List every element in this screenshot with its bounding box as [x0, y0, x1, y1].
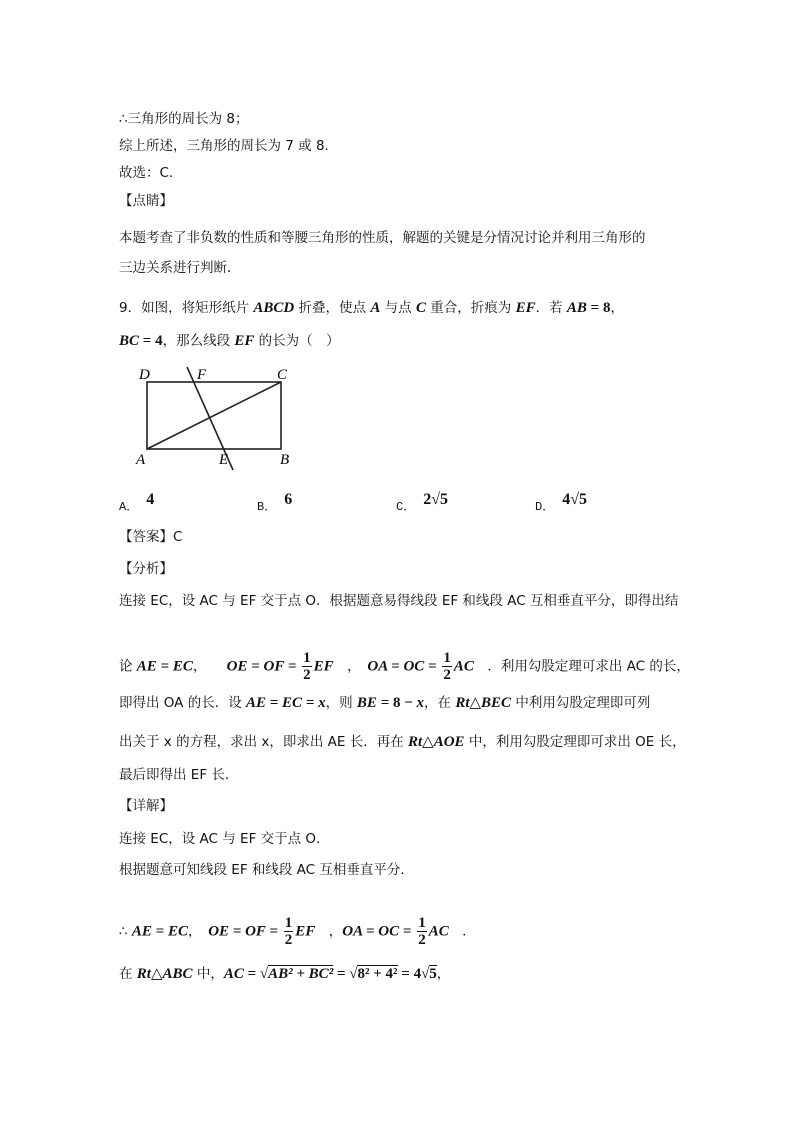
math-expression: 5 [429, 966, 437, 982]
fraction [302, 650, 312, 683]
text-run: 最后即得出 EF 长． [119, 767, 239, 783]
text-line [119, 860, 414, 880]
math-expression: OE = OF = [208, 923, 282, 940]
text-run: ，则 [325, 695, 357, 711]
text-run: 折叠，使点 [294, 300, 371, 316]
text-run: 与点 [380, 300, 416, 316]
label-f: F [197, 367, 207, 383]
text-run: 三边关系进行判断． [119, 260, 241, 276]
text-run: 【点睛】 [119, 193, 173, 209]
math-expression: AC [428, 923, 449, 940]
text-run: 在 [119, 966, 137, 982]
numerator: 1 [418, 915, 426, 931]
text-run: 9．如图，将矩形纸片 [119, 300, 254, 316]
text-line [119, 559, 173, 579]
math-expression: = √ [243, 966, 269, 982]
text-line [119, 796, 173, 816]
math-expression: ABCD [253, 300, 295, 316]
option-value: 4 [146, 491, 155, 508]
option-value: 2√5 [423, 491, 448, 508]
math-expression: Rt△ABC [136, 966, 193, 982]
text-run: 本题考查了非负数的性质和等腰三角形的性质，解题的关键是分情况讨论并利用三角形的 [119, 230, 646, 246]
text-line [119, 228, 646, 248]
text-run: 综上所述，三角形的周长为 7 或 8． [119, 138, 339, 154]
option-letter: B． [257, 500, 277, 514]
math-expression: = 8 [586, 300, 611, 316]
text-run: ∴ [119, 923, 132, 940]
fraction [442, 650, 452, 683]
text-run: 重合，折痕为 [425, 300, 516, 316]
label-c: C [277, 367, 288, 383]
option-c[interactable] [396, 491, 448, 515]
math-expression: 8² + 4² [357, 966, 398, 982]
math-expression: OA = OC = [367, 658, 441, 675]
text-line [119, 591, 678, 611]
math-expression: OE = OF = [226, 658, 301, 675]
option-value: 6 [284, 491, 293, 508]
text-run: ，那么线段 [162, 333, 235, 349]
label-b: B [280, 452, 290, 468]
fraction [417, 915, 427, 948]
math-expression: EF [295, 923, 316, 940]
text-run: 中， [192, 966, 224, 982]
label-e: E [219, 452, 229, 468]
text-run: ， [192, 658, 227, 675]
text-run: 连接 EC，设 AC 与 EF 交于点 O．根据题意易得线段 EF 和线段 AC 互相垂直平分，即得出结 [119, 593, 679, 609]
math-expression: C [415, 300, 426, 316]
math-expression: OA = OC = [342, 923, 416, 940]
text-line [119, 163, 182, 183]
text-run: ∴三角形的周长为 8； [119, 111, 249, 127]
text-line [119, 527, 182, 547]
math-expression: Rt△AOE [408, 734, 465, 750]
text-run: 中利用勾股定理即可列 [511, 695, 651, 711]
text-line [119, 258, 241, 278]
math-expression: AB² + BC² [268, 966, 334, 982]
text-run: ， [187, 923, 209, 940]
math-expression: = √ [333, 966, 358, 982]
math-expression: BE [356, 695, 377, 711]
math-expression: AE = EC [136, 658, 193, 675]
option-a[interactable] [119, 491, 155, 515]
numerator: 1 [284, 915, 293, 931]
text-run: 【分析】 [119, 561, 173, 577]
math-expression: AC [453, 658, 474, 675]
denominator: 2 [284, 932, 293, 948]
option-letter: A． [119, 500, 139, 514]
text-line [119, 109, 248, 129]
option-b[interactable] [257, 491, 293, 515]
math-expression: AC [223, 966, 244, 982]
label-a: A [136, 452, 146, 468]
label-d: D [139, 367, 150, 383]
text-line [119, 964, 450, 984]
text-run: ．若 [535, 300, 567, 316]
option-d[interactable] [535, 491, 587, 515]
text-run: 故选：C． [119, 165, 183, 181]
text-run: ， [436, 966, 451, 982]
rectangle-fold-figure [125, 360, 305, 475]
math-expression: AB [566, 300, 587, 316]
text-run: ．利用勾股定理可求出 AC 的长， [473, 658, 690, 675]
math-expression: EF [313, 658, 334, 675]
text-line [119, 732, 686, 752]
text-run: 的长为（ ） [254, 333, 340, 349]
math-expression: x [416, 695, 425, 711]
text-run: 【详解】 [119, 798, 173, 814]
math-expression: AE = EC [131, 923, 188, 940]
math-expression: BC [119, 333, 140, 349]
math-expression: = 8 − [376, 695, 417, 711]
text-line [119, 191, 173, 211]
math-expression: EF [515, 300, 536, 316]
option-letter: D． [535, 500, 555, 514]
text-run: ， [610, 300, 624, 316]
fraction [284, 915, 294, 948]
math-expression: AE = EC = x [246, 695, 326, 711]
text-run: 中，利用勾股定理即可求出 OE 长， [464, 734, 686, 750]
math-expression: EF [234, 333, 255, 349]
denominator: 2 [443, 667, 451, 683]
text-line [119, 829, 330, 849]
math-expression: = 4 [139, 333, 163, 349]
math-expression: A [370, 300, 381, 316]
text-line [119, 650, 690, 683]
denominator: 2 [303, 667, 311, 683]
option-value: 4√5 [562, 491, 587, 508]
text-line [119, 693, 650, 713]
text-run: ，在 [424, 695, 456, 711]
diagonal-ac [147, 382, 281, 449]
text-run: 出关于 x 的方程，求出 x，即求出 AE 长．再在 [119, 734, 408, 750]
numerator: 1 [443, 650, 451, 666]
text-run: 根据题意可知线段 EF 和线段 AC 互相垂直平分． [119, 862, 414, 878]
text-run: ． [448, 923, 476, 940]
math-expression: Rt△BEC [455, 695, 512, 711]
text-run: 论 [119, 658, 137, 675]
text-run: 连接 EC，设 AC 与 EF 交于点 O． [119, 831, 330, 847]
denominator: 2 [418, 932, 426, 948]
text-run: 即得出 OA 的长．设 [119, 695, 246, 711]
text-run: ， [315, 923, 343, 940]
text-line [119, 298, 624, 318]
text-line [119, 331, 340, 351]
numerator: 1 [303, 650, 311, 666]
text-line [119, 765, 238, 785]
option-letter: C． [396, 500, 416, 514]
text-run: 【答案】C [119, 529, 183, 545]
text-run: ， [333, 658, 368, 675]
text-line [119, 915, 476, 948]
text-line [119, 136, 338, 156]
math-expression: = 4√ [397, 966, 430, 982]
